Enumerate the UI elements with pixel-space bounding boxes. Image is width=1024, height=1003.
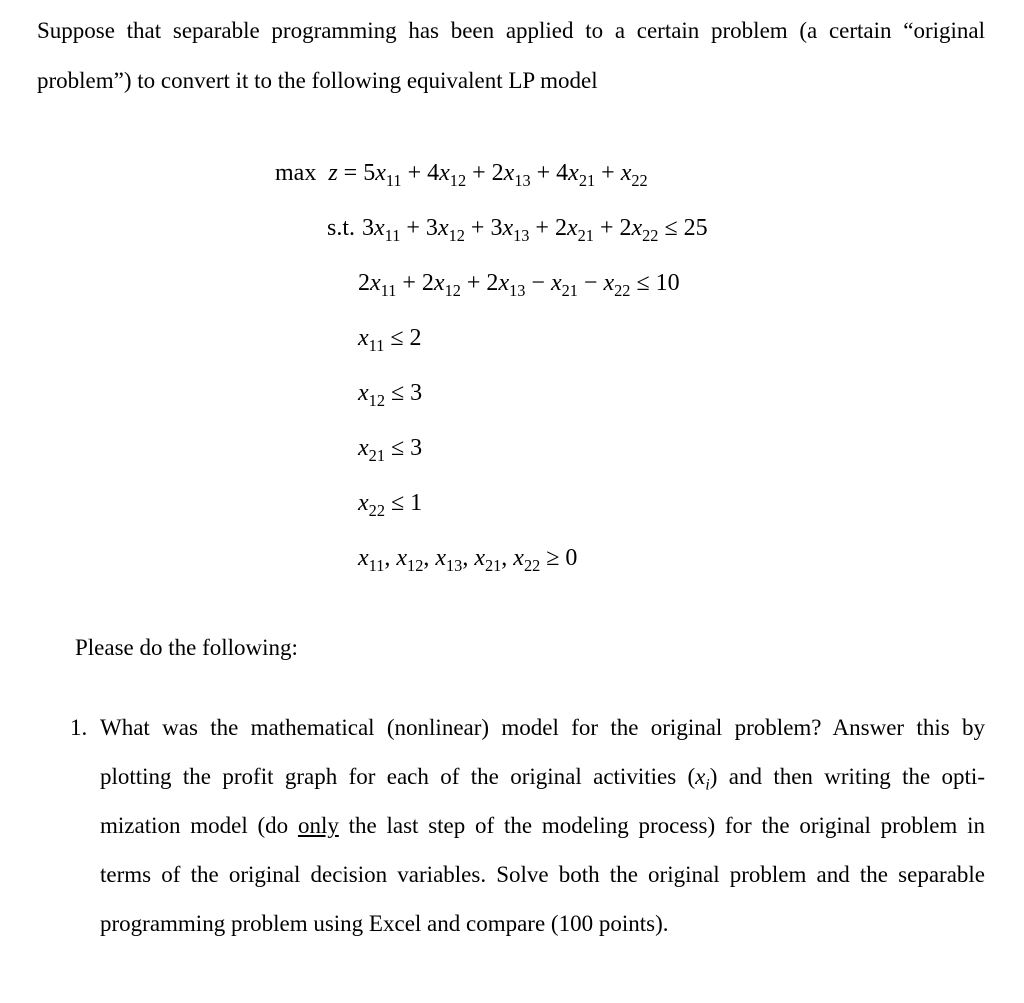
objective-expression: $z = 5x_{11} + 4x_{12} + 2x_{13} + 4x_{21} + x_{22}$ <box>328 160 648 190</box>
constraint-line-4 <box>358 378 1024 408</box>
constraint-line-2 <box>358 268 1024 298</box>
subject-to-label: s.t. <box>327 215 356 241</box>
item-line-4: terms of the original decision variables. Solve both the original problem and the separable <box>100 862 985 887</box>
intro-paragraph <box>37 0 985 106</box>
constraint-expression-2: $2x_{11} + 2x_{12} + 2x_{13} - x_{21} - x_{22} \le 10$ <box>358 270 680 300</box>
constraint-line-5 <box>358 433 1024 463</box>
item-line-1: What was the mathematical (nonlinear) model for the original problem? Answer this by <box>100 715 985 740</box>
nonnegativity-line <box>358 543 1024 573</box>
lp-model-block <box>0 158 1024 573</box>
constraint-expression-4: $x_{12} \le 3$ <box>358 380 423 410</box>
constraint-expression-3: $x_{11} \le 2$ <box>358 325 422 355</box>
constraint-expression-6: $x_{22} \le 1$ <box>358 490 423 520</box>
intro-line-1: Suppose that separable programming has been applied to a certain problem (a certain “original <box>37 18 985 43</box>
prompt-text: Please do the following: <box>75 635 298 660</box>
constraint-expression-1: $3x_{11} + 3x_{12} + 3x_{13} + 2x_{21} + 2x_{22} \le 25$ <box>362 215 708 245</box>
constraint-line-3 <box>358 323 1024 353</box>
constraint-line-6 <box>358 488 1024 518</box>
max-label: max <box>275 160 317 186</box>
item-line-3: mization model (do only the last step of the modeling process) for the original problem in <box>100 813 985 838</box>
constraint-line-1 <box>327 213 1024 243</box>
item-line-2: plotting the profit graph for each of the original activities $(x_i)$ and then writing the opti- <box>100 764 985 794</box>
nonnegativity-expression: $x_{11}$, $x_{12}$, $x_{13}$, $x_{21}$, $x_{22} \ge 0$ <box>358 545 578 575</box>
constraint-expression-5: $x_{21} \le 3$ <box>358 435 423 465</box>
list-item-1 <box>70 703 985 948</box>
list-item-number: 1. <box>70 715 88 740</box>
item-line-5: programming problem using Excel and compare (100 points). <box>100 911 669 936</box>
intro-line-2: problem”) to convert it to the following equivalent LP model <box>37 68 598 93</box>
objective-line <box>275 158 1024 188</box>
